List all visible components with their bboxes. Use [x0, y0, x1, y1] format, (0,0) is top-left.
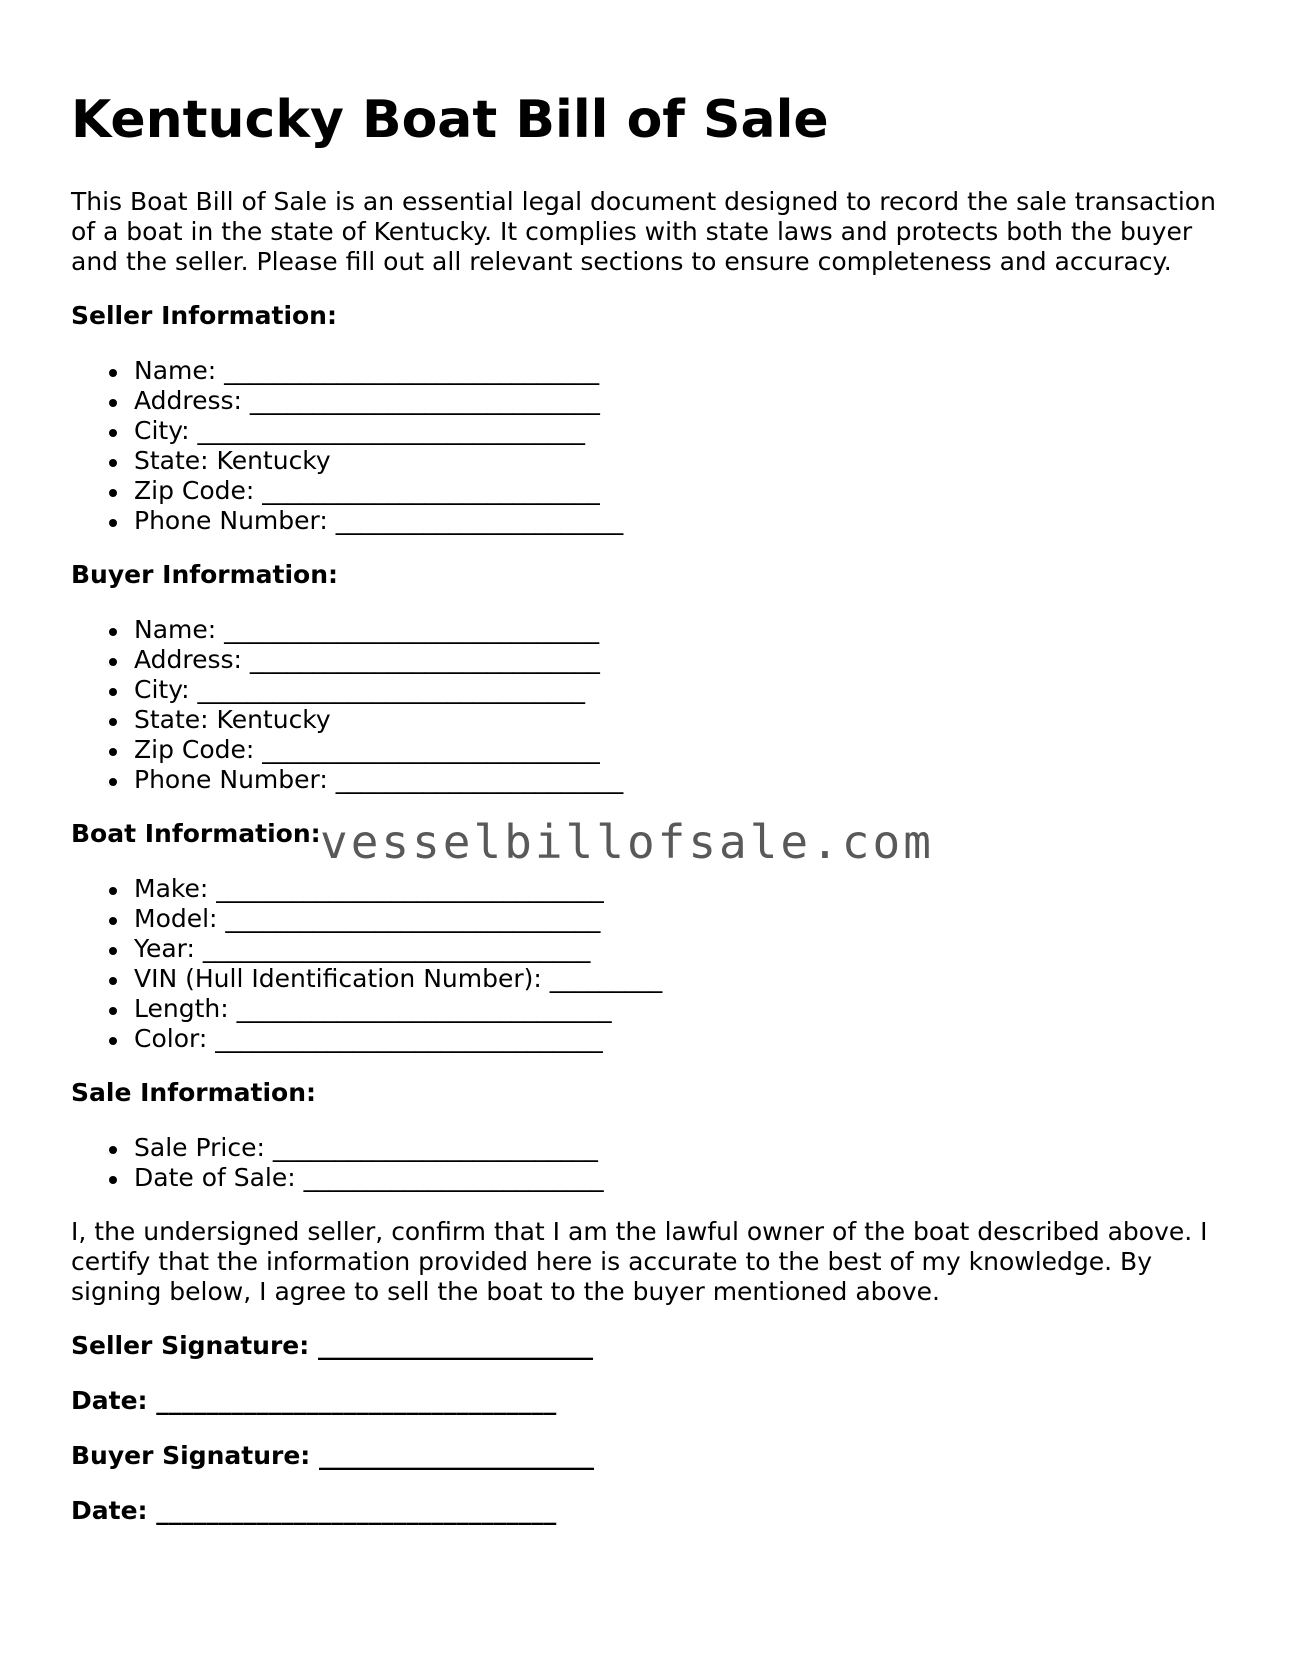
boat-color-field[interactable]: Color: _______________________________ — [134, 1024, 1231, 1054]
buyer-city-field[interactable]: City: _______________________________ — [134, 675, 1231, 705]
buyer-information-heading: Buyer Information: — [71, 560, 339, 589]
boat-length-field[interactable]: Length: ______________________________ — [134, 994, 1231, 1024]
buyer-information-list — [71, 615, 1231, 795]
seller-phone-field[interactable]: Phone Number: _______________________ — [134, 506, 1231, 536]
buyer-signature-field[interactable]: Buyer Signature: ______________________ — [71, 1441, 595, 1470]
boat-vin-field[interactable]: VIN (Hull Identification Number): _________ — [134, 964, 1231, 994]
boat-year-field[interactable]: Year: _______________________________ — [134, 934, 1231, 964]
seller-state-field: State: Kentucky — [134, 446, 1231, 476]
sale-information-heading: Sale Information: — [71, 1078, 316, 1107]
seller-zip-field[interactable]: Zip Code: ___________________________ — [134, 476, 1231, 506]
buyer-date-field[interactable]: Date: ________________________________ — [71, 1496, 557, 1525]
boat-information-list — [71, 874, 1231, 1054]
sale-date-field[interactable]: Date of Sale: ________________________ — [134, 1163, 1231, 1193]
seller-date-field[interactable]: Date: ________________________________ — [71, 1386, 557, 1415]
sale-information-list — [71, 1133, 1231, 1193]
document-page — [71, 0, 1231, 1526]
boat-make-field[interactable]: Make: _______________________________ — [134, 874, 1231, 904]
seller-certification-paragraph: I, the undersigned seller, confirm that I am the lawful owner of the boat described above. I certify that the information provided here is accurate to the best of my knowledge. By signing below, I agree to sell the boat to the buyer mentioned above. — [71, 1217, 1208, 1306]
buyer-phone-field[interactable]: Phone Number: _______________________ — [134, 765, 1231, 795]
intro-paragraph: This Boat Bill of Sale is an essential legal document designed to record the sale transaction of a boat in the state of Kentucky. It complies with state laws and protects both the buyer and the seller. Please fill out all relevant sections to ensure completeness and accuracy. — [71, 187, 1216, 276]
seller-name-field[interactable]: Name: ______________________________ — [134, 356, 1231, 386]
boat-model-field[interactable]: Model: ______________________________ — [134, 904, 1231, 934]
buyer-address-field[interactable]: Address: ____________________________ — [134, 645, 1231, 675]
document-title: Kentucky Boat Bill of Sale — [71, 90, 829, 150]
seller-signature-field[interactable]: Seller Signature: ______________________ — [71, 1331, 593, 1360]
seller-information-heading: Seller Information: — [71, 301, 337, 330]
watermark-text: vesselbillofsale.com — [320, 815, 934, 869]
sale-price-field[interactable]: Sale Price: __________________________ — [134, 1133, 1231, 1163]
buyer-name-field[interactable]: Name: ______________________________ — [134, 615, 1231, 645]
seller-information-list — [71, 356, 1231, 536]
boat-information-heading: Boat Information: — [71, 819, 321, 848]
buyer-state-field: State: Kentucky — [134, 705, 1231, 735]
seller-city-field[interactable]: City: _______________________________ — [134, 416, 1231, 446]
seller-address-field[interactable]: Address: ____________________________ — [134, 386, 1231, 416]
buyer-zip-field[interactable]: Zip Code: ___________________________ — [134, 735, 1231, 765]
